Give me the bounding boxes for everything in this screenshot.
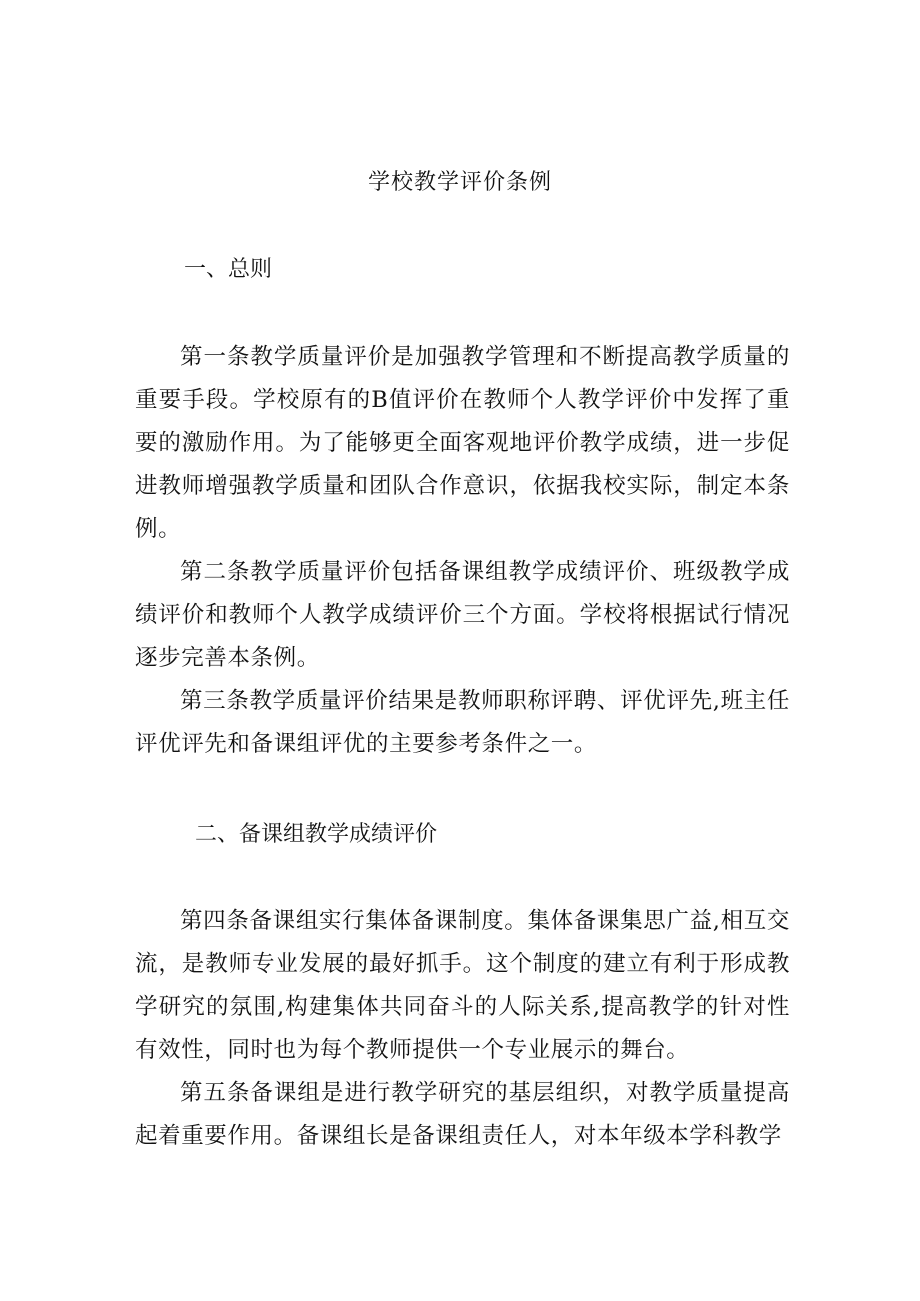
- section-general-body: [135, 336, 790, 766]
- section-lesson-group-body: [135, 900, 790, 1158]
- section-heading-general: 一、总则: [184, 257, 273, 282]
- article-1-paragraph: 第一条教学质量评价是加强教学管理和不断提高教学质量的重要手段。学校原有的B值评价在教师个人教学评价中发挥了重要的激励作用。为了能够更全面客观地评价教学成绩，进一步促进教师增强教学质量和团队合作意识，依据我校实际，制定本条例。: [135, 344, 790, 542]
- document-title: 学校教学评价条例: [367, 170, 552, 195]
- article-2-paragraph: 第二条教学质量评价包括备课组教学成绩评价、班级教学成绩评价和教师个人教学成绩评价三个方面。学校将根据试行情况逐步完善本条例。: [135, 559, 790, 671]
- article-3-paragraph: 第三条教学质量评价结果是教师职称评聘、评优评先,班主任评优评先和备课组评优的主要参考条件之一。: [135, 688, 790, 757]
- article-5-paragraph: 第五条备课组是进行教学研究的基层组织，对教学质量提高起着重要作用。备课组长是备课组责任人，对本年级本学科教学: [135, 1080, 790, 1149]
- section-heading-lesson-group: 二、备课组教学成绩评价: [195, 822, 438, 847]
- article-4-paragraph: 第四条备课组实行集体备课制度。集体备课集思广益,相互交流，是教师专业发展的最好抓手。这个制度的建立有利于形成教学研究的氛围,构建集体共同奋斗的人际关系,提高教学的针对性有效性，同时也为每个教师提供一个专业展示的舞台。: [135, 908, 790, 1063]
